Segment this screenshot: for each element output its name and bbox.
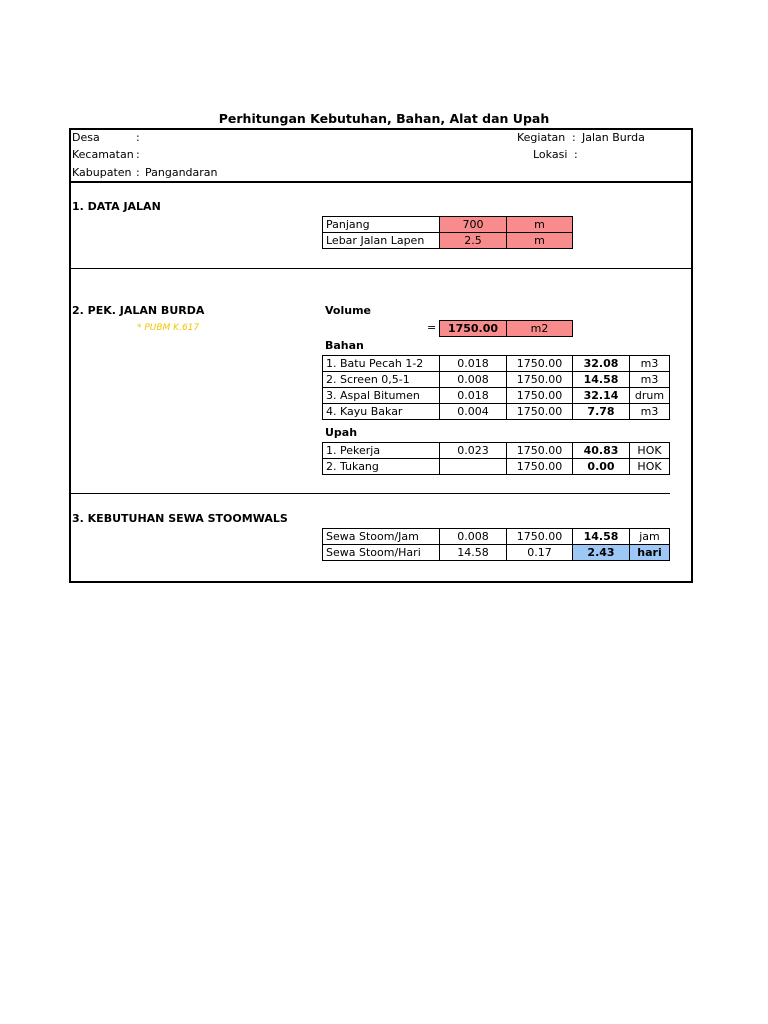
item-qty: 1750.00 xyxy=(507,372,573,388)
item-unit: m3 xyxy=(630,404,670,420)
item-qty: 1750.00 xyxy=(507,459,573,475)
section2-divider xyxy=(69,493,670,494)
item-unit: m3 xyxy=(630,356,670,372)
row-label: Panjang xyxy=(323,217,440,233)
item-name: 2. Screen 0,5-1 xyxy=(323,372,440,388)
item-unit: hari xyxy=(630,545,670,561)
item-total: 7.78 xyxy=(573,404,630,420)
table-row xyxy=(323,404,670,420)
table-row xyxy=(323,545,670,561)
kegiatan-value: Jalan Burda xyxy=(582,131,645,144)
item-qty: 1750.00 xyxy=(507,443,573,459)
item-unit: drum xyxy=(630,388,670,404)
row-value[interactable]: 700 xyxy=(440,217,507,233)
item-qty: 1750.00 xyxy=(507,388,573,404)
item-coef: 14.58 xyxy=(440,545,507,561)
desa-separator: : xyxy=(136,131,140,144)
page-title: Perhitungan Kebutuhan, Bahan, Alat dan Upah xyxy=(218,111,550,126)
stoomwals-table xyxy=(322,528,670,561)
upah-label: Upah xyxy=(325,426,358,439)
table-row xyxy=(323,217,573,233)
item-total: 2.43 xyxy=(573,545,630,561)
kecamatan-separator: : xyxy=(136,148,140,161)
item-coef: 0.008 xyxy=(440,529,507,545)
table-row xyxy=(323,388,670,404)
kabupaten-label: Kabupaten xyxy=(72,166,132,179)
item-unit: HOK xyxy=(630,459,670,475)
table-row xyxy=(323,356,670,372)
volume-equals: = xyxy=(427,321,437,334)
item-qty: 1750.00 xyxy=(507,404,573,420)
table-row xyxy=(323,529,670,545)
item-qty: 1750.00 xyxy=(507,356,573,372)
table-row xyxy=(323,443,670,459)
upah-table xyxy=(322,442,670,475)
section1-heading: 1. DATA JALAN xyxy=(72,200,161,213)
item-coef: 0.004 xyxy=(440,404,507,420)
item-name: 1. Batu Pecah 1-2 xyxy=(323,356,440,372)
item-name: Sewa Stoom/Hari xyxy=(323,545,440,561)
item-unit: HOK xyxy=(630,443,670,459)
kegiatan-separator: : xyxy=(572,131,576,144)
row-unit: m xyxy=(507,217,573,233)
kecamatan-label: Kecamatan xyxy=(72,148,134,161)
item-coef: 0.008 xyxy=(440,372,507,388)
data-jalan-table xyxy=(322,216,573,249)
volume-value: 1750.00 xyxy=(440,321,507,337)
item-total: 14.58 xyxy=(573,372,630,388)
reference-note: * PUBM K.617 xyxy=(137,323,200,333)
item-total: 14.58 xyxy=(573,529,630,545)
item-unit: jam xyxy=(630,529,670,545)
section3-heading: 3. KEBUTUHAN SEWA STOOMWALS xyxy=(72,512,288,525)
bahan-label: Bahan xyxy=(325,339,364,352)
row-label: Lebar Jalan Lapen xyxy=(323,233,440,249)
item-total: 32.14 xyxy=(573,388,630,404)
item-total: 40.83 xyxy=(573,443,630,459)
desa-label: Desa xyxy=(72,131,100,144)
row-unit: m xyxy=(507,233,573,249)
item-name: 4. Kayu Bakar xyxy=(323,404,440,420)
item-name: 2. Tukang xyxy=(323,459,440,475)
kabupaten-value: Pangandaran xyxy=(145,166,218,179)
kabupaten-separator: : xyxy=(136,166,140,179)
bahan-table xyxy=(322,355,670,420)
item-name: 3. Aspal Bitumen xyxy=(323,388,440,404)
item-coef xyxy=(440,459,507,475)
volume-table xyxy=(439,320,573,337)
item-unit: m3 xyxy=(630,372,670,388)
item-name: 1. Pekerja xyxy=(323,443,440,459)
item-total: 32.08 xyxy=(573,356,630,372)
volume-unit: m2 xyxy=(507,321,573,337)
row-value[interactable]: 2.5 xyxy=(440,233,507,249)
item-total: 0.00 xyxy=(573,459,630,475)
table-row xyxy=(323,372,670,388)
volume-label: Volume xyxy=(325,304,371,317)
item-coef: 0.018 xyxy=(440,356,507,372)
section1-divider xyxy=(69,268,691,269)
header-divider xyxy=(69,181,691,183)
section2-heading: 2. PEK. JALAN BURDA xyxy=(72,304,205,317)
kegiatan-label: Kegiatan xyxy=(517,131,566,144)
table-row xyxy=(323,459,670,475)
item-qty: 0.17 xyxy=(507,545,573,561)
item-qty: 1750.00 xyxy=(507,529,573,545)
lokasi-separator: : xyxy=(574,148,578,161)
table-row xyxy=(440,321,573,337)
table-row xyxy=(323,233,573,249)
item-coef: 0.018 xyxy=(440,388,507,404)
lokasi-label: Lokasi xyxy=(533,148,568,161)
item-coef: 0.023 xyxy=(440,443,507,459)
item-name: Sewa Stoom/Jam xyxy=(323,529,440,545)
